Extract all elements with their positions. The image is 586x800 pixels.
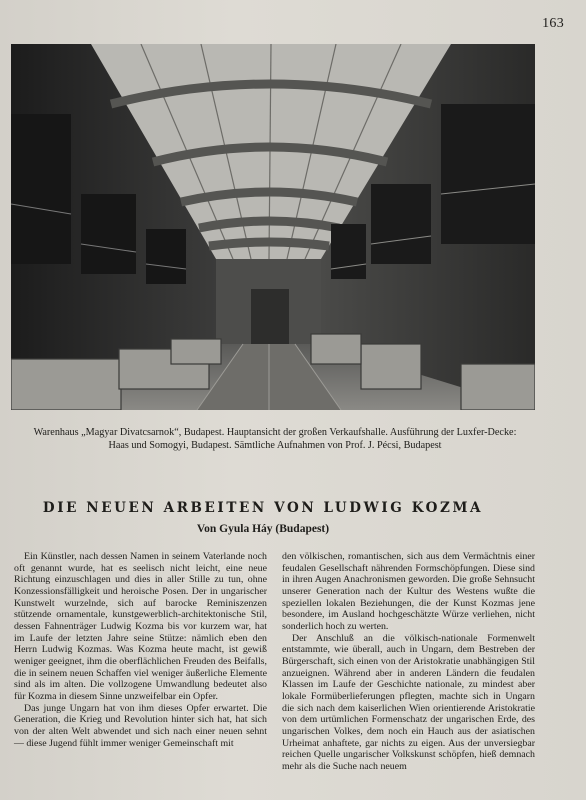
page-number: 163 (542, 16, 564, 31)
article-title: DIE NEUEN ARBEITEN VON LUDWIG KOZMA (42, 500, 484, 516)
department-store-hall-photo (11, 44, 535, 410)
paragraph: den völkischen, romantischen, sich aus dem Vermächtnis einer feudalen Gesellschaft nährenden Formschöpfungen. Diese sind in ihren Augen Anachronismen geworden. Die große Sehnsucht unserer Generation nach der Kultur des Westens wußte die speziellen lokalen Beziehungen, die der Kunst Kozmas jene besondere, im Ausland hochgeschätzte Würze verliehen, nicht sonderlich hoch zu werten. (282, 551, 535, 632)
hall-interior-illustration (11, 44, 535, 410)
caption-line-1: Warenhaus „Magyar Divatcsarnok“, Budapest. Hauptansicht der großen Verkaufshalle. Ausführung der Luxfer-Decke: (33, 427, 517, 438)
photo-caption (18, 426, 532, 452)
left-column (14, 551, 267, 772)
caption-line-2: Haas und Somogyi, Budapest. Sämtliche Aufnahmen von Prof. J. Pécsi, Budapest (108, 440, 442, 451)
paragraph: Ein Künstler, nach dessen Namen in seinem Vaterlande noch oft genannt wurde, hat es seelisch nicht leicht, eine neue Richtung einzuschlagen und dies in aller Stille zu tun, ohne Konzessionsfälligkeit und heroische Posen. Der in ungarischer Kunstwelt wurzelnde, sich auf barocke Reminiszenzen stützende ornamentale, kunstgewerblich-architektonische Stil, dessen Fahnenträger Ludwig Kozma bis vor kurzem war, hat im Laufe der letzten Jahre seine Stütze: nämlich eben den Herrn Ludwig Kozmas. Was Kozma heute macht, ist gewiß weniger geeignet, ihm die oberflächlichen Freuden des Beifalls, die in seinem neuen Schaffen viel weniger äußerliche Elemente sind als im alten. Die vollzogene Umwandlung bedeutet also für Kozma in diesem Sinne unzweifelbar ein Opfer. (14, 551, 267, 702)
paragraph: Das junge Ungarn hat von ihm dieses Opfer erwartet. Die Generation, die Krieg und Revolution hinter sich hat, hat sich von der alten Welt abwendet und sich nach einer neuen sehnt — diese Jugend fühlt immer weniger Gemeinschaft mit (14, 702, 267, 749)
right-column (282, 551, 535, 772)
article-body (14, 551, 536, 772)
paragraph: Der Anschluß an die völkisch-nationale Formenwelt entstammte, wie überall, auch in Ungarn, dem Bestreben der Bürgerschaft, sich einen von der Aristokratie unabhängigen Stil anzueignen. Während aber in anderen Ländern die feudalen Klassen im Laufe der Geschichte nationale, zu mindest aber lokale Formüberlieferungen pflegten, machte sich in Ungarn die sich nach dem kaiserlichen Wien orientierende Aristokratie von dem urtümlichen Formenschatz der ungarischen Erde, des ungarischen Volkes, dem noch ein Hauch aus der asiatischen Urheimat anhaftete, gar nichts zu eigen. Aus der unversiegbar reichen Quelle ungarischer Volkskunst schöpfen, hieß demnach mehr als die Suche nach neuem (282, 632, 535, 772)
article-byline: Von Gyula Háy (Budapest) (196, 523, 330, 535)
